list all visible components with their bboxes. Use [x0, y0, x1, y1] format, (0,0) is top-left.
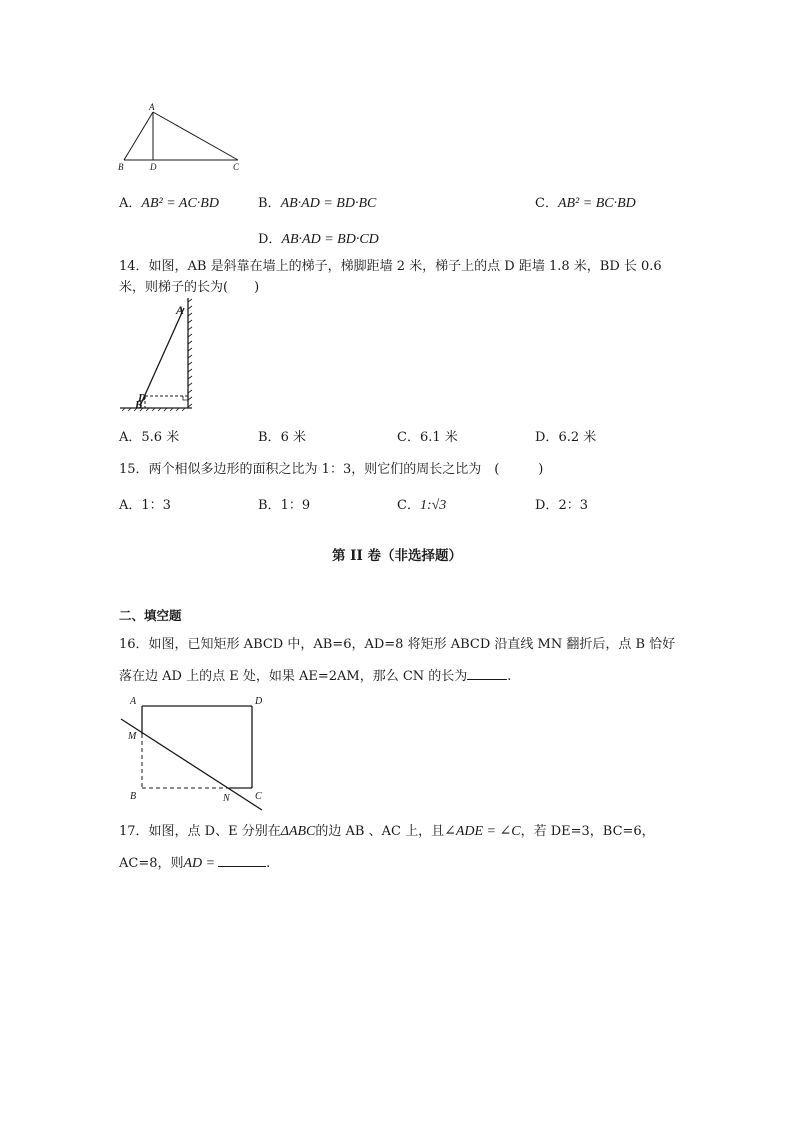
q16-stem-end: .	[507, 669, 512, 684]
q17-text-c: ，若 DE=3，BC=6，	[520, 824, 655, 839]
q17-stem-line1	[119, 820, 655, 840]
q13-label-c: C	[233, 162, 240, 172]
option-letter: C．	[535, 196, 558, 211]
option-letter: C．	[397, 498, 420, 513]
q16-label-c: C	[255, 791, 262, 802]
q13-side-ab	[124, 112, 153, 160]
q17-text-d: AC=8，则	[119, 856, 184, 871]
q16-stem-line2	[119, 665, 511, 684]
q13-triangle-figure	[116, 104, 246, 174]
q17-stem-line2	[119, 852, 270, 872]
section-title: 第 II 卷（非选择题）	[331, 548, 463, 564]
q16-label-m: M	[128, 731, 137, 742]
option-letter: A．	[119, 498, 142, 513]
q14-option-b	[258, 426, 306, 445]
option-letter: D．	[535, 430, 559, 445]
q13-label-d: D	[150, 162, 157, 172]
q16-label-d: D	[255, 696, 263, 707]
option-text: AB² = BC·BD	[557, 196, 636, 211]
option-text: AB·AD = BD·CD	[281, 232, 379, 247]
q17-text-b: 的边 AB 、AC 上，且	[315, 824, 445, 839]
q17-text-a: 17．如图，点 D、E 分别在	[119, 824, 281, 839]
option-text: AB·AD = BD·BC	[280, 196, 377, 211]
option-letter: D．	[258, 232, 282, 247]
q17-angle: ∠ADE = ∠C	[444, 824, 521, 839]
option-text: 6 米	[280, 430, 306, 445]
option-text: 2：3	[558, 498, 588, 513]
option-letter: C．	[397, 430, 420, 445]
option-text: 5.6 米	[141, 430, 180, 445]
q17-triangle: ΔABC	[280, 824, 316, 839]
option-text: AB² = AC·BD	[141, 196, 219, 211]
q14-stem-line1: 14．如图，AB 是斜靠在墙上的梯子，梯脚距墙 2 米，梯子上的点 D 距墙 1.8 米，BD 长 0.6	[119, 259, 662, 274]
option-letter: B．	[258, 196, 281, 211]
q17-stem-end: .	[266, 856, 271, 871]
q13-label-a: A	[149, 102, 155, 112]
q14-right-angle-mark	[183, 396, 188, 400]
q16-label-a: A	[130, 696, 137, 707]
q15-option-a	[119, 494, 171, 513]
q13-side-ac	[153, 112, 238, 160]
part-title: 二、填空题	[119, 608, 182, 623]
q16-answer-blank[interactable]	[467, 666, 507, 680]
q17-answer-blank[interactable]	[218, 853, 266, 867]
q17-expr: AD =	[183, 856, 216, 871]
option-letter: D．	[535, 498, 559, 513]
option-letter: B．	[258, 498, 281, 513]
q14-option-a	[119, 426, 179, 445]
q16-stem-text: 落在边 AD 上的点 E 处，如果 AE=2AM，那么 CN 的长为	[119, 669, 468, 684]
q14-label-d: D	[138, 392, 146, 404]
q14-stem-line2: 米，则梯子的长为( )	[119, 280, 260, 295]
q14-ladder	[140, 308, 184, 406]
option-text: 1：9	[280, 498, 311, 513]
q15-stem: 15．两个相似多边形的面积之比为 1：3，则它们的周长之比为 ( )	[119, 462, 544, 477]
option-text: 1：3	[141, 498, 171, 513]
q16-rectangle-figure	[116, 692, 276, 812]
q13-option-c	[535, 192, 636, 212]
q14-label-b: B	[135, 399, 143, 411]
option-text: 6.2 米	[558, 430, 597, 445]
q14-ladder-figure	[118, 296, 198, 414]
q16-label-b: B	[130, 791, 137, 802]
q14-label-a: A	[176, 303, 185, 317]
q14-option-c	[397, 426, 458, 445]
q15-option-b	[258, 494, 310, 513]
q13-option-d	[258, 228, 379, 248]
option-text: 6.1 米	[419, 430, 458, 445]
q15-option-c	[397, 494, 446, 514]
q13-option-b	[258, 192, 376, 212]
q13-option-a	[119, 192, 219, 212]
option-letter: A．	[119, 430, 142, 445]
option-letter: A．	[119, 196, 142, 211]
option-letter: B．	[258, 430, 281, 445]
q13-label-b: B	[118, 162, 124, 172]
q16-stem-line1: 16．如图，已知矩形 ABCD 中，AB=6，AD=8 将矩形 ABCD 沿直线 MN 翻折后，点 B 恰好	[119, 637, 676, 652]
option-text: 1:√3	[419, 498, 447, 513]
q16-label-n: N	[223, 793, 230, 804]
q15-option-d	[535, 494, 588, 513]
q14-option-d	[535, 426, 596, 445]
